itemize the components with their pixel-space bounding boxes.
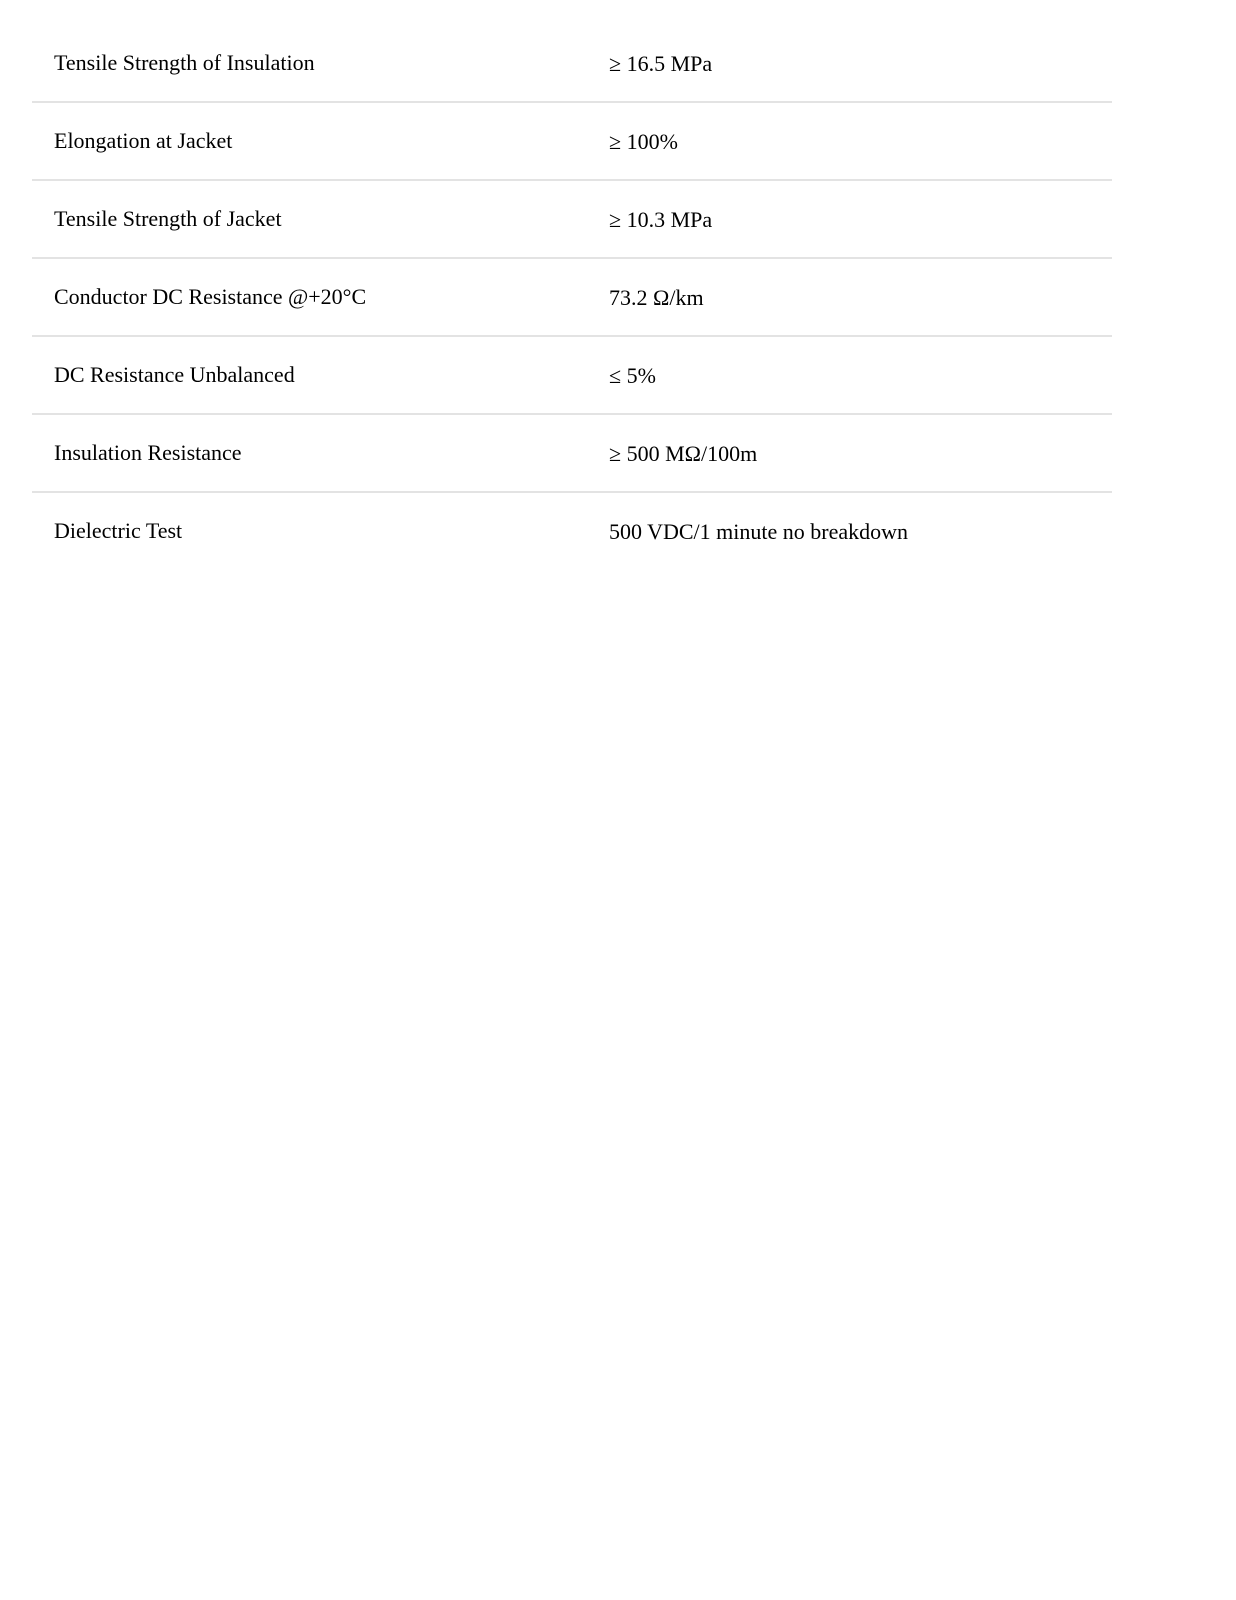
spec-value: ≤ 5%: [609, 363, 656, 388]
spec-row-dc-resistance-unbalanced: [32, 337, 1112, 415]
spec-value: 73.2 Ω/km: [609, 285, 704, 310]
spec-row-elongation-jacket: [32, 103, 1112, 181]
spec-value: 500 VDC/1 minute no breakdown: [609, 519, 909, 544]
spec-property-label: Conductor DC Resistance @+20°C: [54, 284, 367, 309]
spec-table: [32, 25, 1112, 571]
spec-row-tensile-strength-insulation: [32, 25, 1112, 103]
spec-value: ≥ 16.5 MPa: [609, 51, 713, 76]
spec-value: ≥ 100%: [609, 129, 678, 154]
spec-row-conductor-dc-resistance: [32, 259, 1112, 337]
spec-row-dielectric-test: [32, 493, 1112, 571]
spec-value: ≥ 10.3 MPa: [609, 207, 713, 232]
spec-property-label: Insulation Resistance: [54, 440, 242, 465]
spec-row-insulation-resistance: [32, 415, 1112, 493]
spec-value: ≥ 500 MΩ/100m: [609, 441, 758, 466]
spec-property-label: DC Resistance Unbalanced: [54, 362, 295, 387]
spec-property-label: Dielectric Test: [54, 518, 183, 543]
spec-property-label: Tensile Strength of Jacket: [54, 206, 282, 231]
spec-row-tensile-strength-jacket: [32, 181, 1112, 259]
spec-property-label: Elongation at Jacket: [54, 128, 233, 153]
spec-property-label: Tensile Strength of Insulation: [54, 50, 315, 75]
